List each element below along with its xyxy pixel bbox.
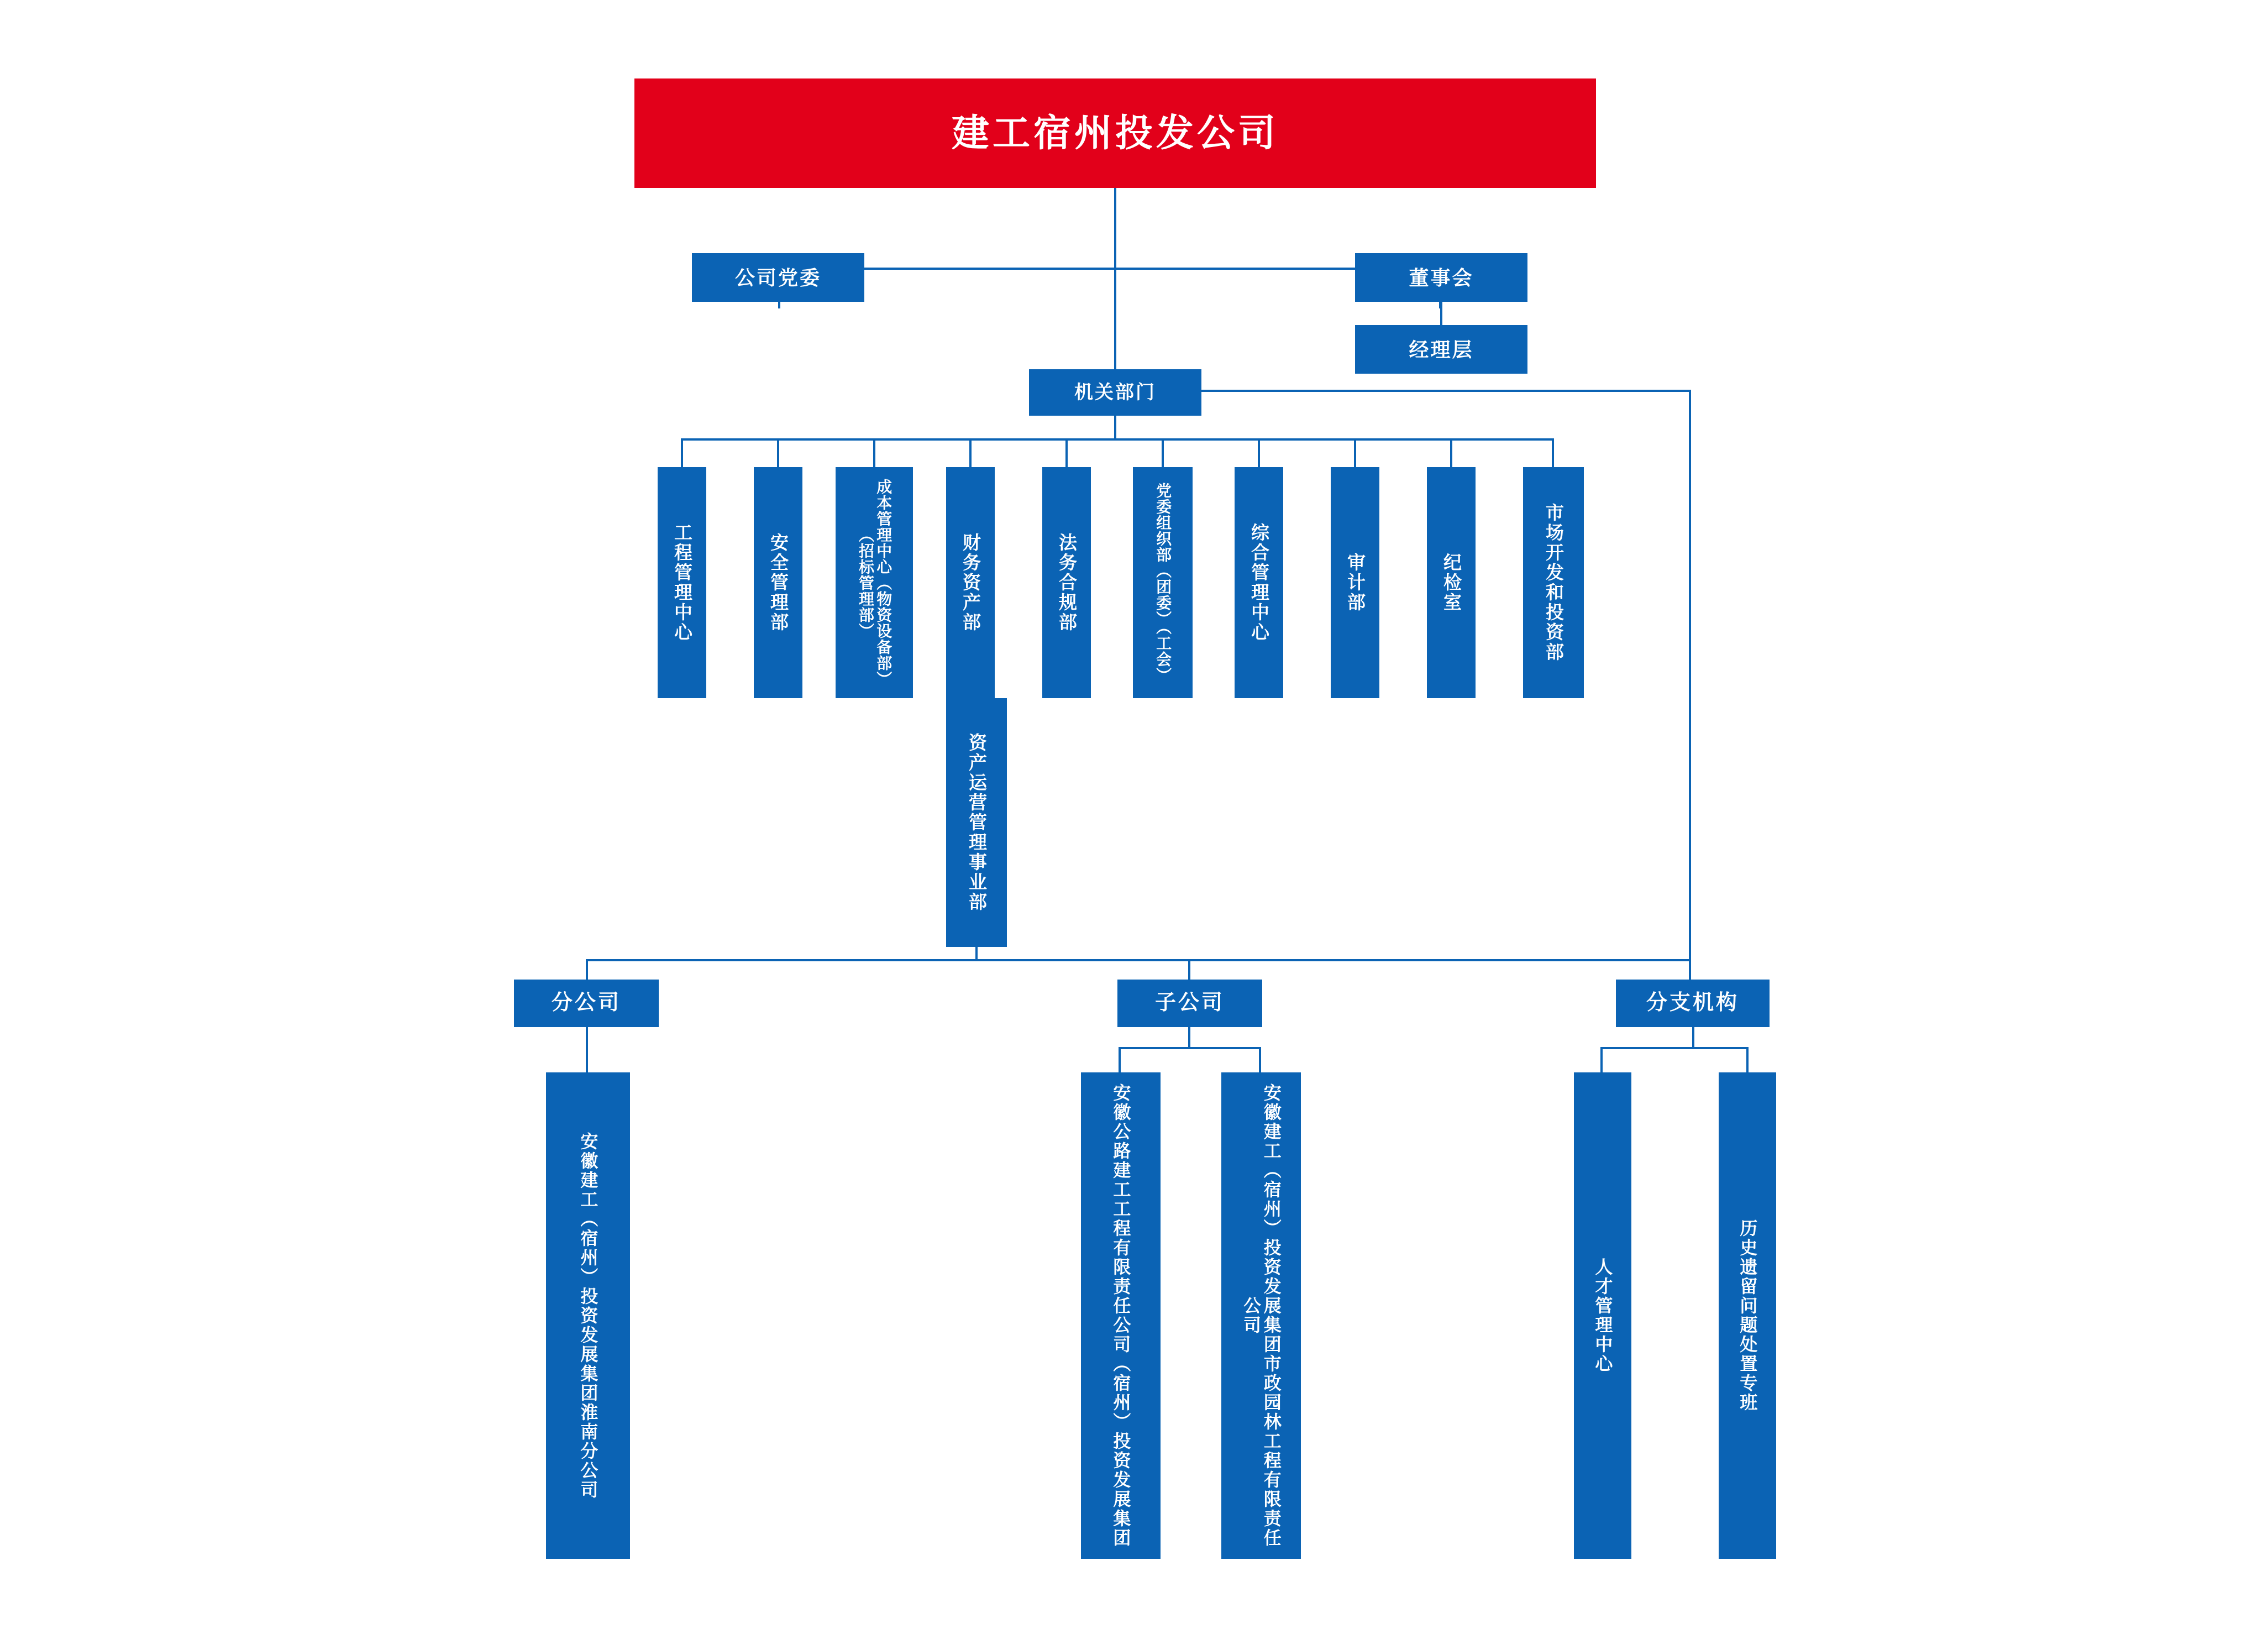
node-party-committee-label: 公司党委: [734, 266, 821, 289]
connector-branch-org-drop-1: [1600, 1047, 1603, 1074]
branch-company-node-1-label: 安徽建工（宿州）投资发展集团淮南分公司: [578, 1132, 599, 1500]
connector-branch-org-drop-2: [1746, 1047, 1749, 1074]
dept-node-8[interactable]: [1331, 467, 1379, 698]
connector-level2-bus: [778, 268, 1441, 270]
dept-node-3-label: 成本管理中心（物资设备部）（招标管理部）: [857, 478, 893, 687]
branch-company-node-1[interactable]: [546, 1072, 630, 1559]
group-node-branch-org-label: 分支机构: [1646, 991, 1739, 1015]
dept-node-7-label: 综合管理中心: [1248, 523, 1269, 642]
connector-dept-drop-6: [1162, 438, 1164, 467]
connector-lower-bus: [586, 959, 1691, 961]
branch-org-node-1-label: 人才管理中心: [1593, 1258, 1613, 1374]
connector-dept-drop-2: [777, 438, 779, 467]
connector-subsidiary-drop-2: [1259, 1047, 1261, 1074]
dept-node-2[interactable]: [754, 467, 802, 698]
connector-dept-drop-3: [873, 438, 875, 467]
connector-dept-drop-1: [681, 438, 683, 467]
branch-org-node-2[interactable]: [1719, 1072, 1776, 1559]
connector-dept-drop-5: [1065, 438, 1068, 467]
subsidiary-node-1-label: 安徽公路建工工程有限责任公司（宿州）投资发展集团: [1111, 1083, 1131, 1548]
dept-node-7[interactable]: [1235, 467, 1283, 698]
connector-agency-right-riser: [1689, 390, 1691, 961]
dept-node-6[interactable]: [1133, 467, 1193, 698]
node-management-layer[interactable]: [1355, 325, 1527, 374]
group-node-subsidiary-label: 子公司: [1154, 991, 1225, 1015]
branch-org-node-1[interactable]: [1574, 1072, 1631, 1559]
group-node-branch-org[interactable]: [1616, 980, 1770, 1027]
node-agency-departments-label: 机关部门: [1074, 381, 1156, 403]
connector-branch-org-down: [1692, 1027, 1694, 1048]
subsidiary-node-2[interactable]: [1221, 1072, 1301, 1559]
connector-subsidiary-bus: [1119, 1047, 1261, 1049]
group-node-branch-company[interactable]: [514, 980, 659, 1027]
dept-node-10-label: 市场开发和投资部: [1543, 503, 1564, 662]
node-board-of-directors-label: 董事会: [1409, 266, 1474, 289]
dept-node-5[interactable]: [1042, 467, 1091, 698]
subsidiary-node-1[interactable]: [1081, 1072, 1161, 1559]
dept-node-9[interactable]: [1427, 467, 1476, 698]
connector-agency-right-top: [1200, 390, 1691, 392]
branch-org-node-2-label: 历史遗留问题处置专班: [1737, 1219, 1758, 1412]
connector-root-to-agency: [1114, 268, 1116, 373]
root-node-label: 建工宿州投发公司: [951, 112, 1279, 154]
subsidiary-node-2-label: 安徽建工（宿州）投资发展集团市政园林工程有限责任公司: [1241, 1083, 1282, 1548]
dept-node-1[interactable]: [658, 467, 706, 698]
connector-dept-drop-10: [1552, 438, 1554, 467]
node-management-layer-label: 经理层: [1409, 338, 1474, 361]
connector-subsidiary-drop-1: [1119, 1047, 1121, 1074]
connector-dept-drop-9: [1450, 438, 1452, 467]
connector-dept-drop-7: [1258, 438, 1260, 467]
connector-dept-drop-8: [1354, 438, 1356, 467]
dept-node-1-label: 工程管理中心: [671, 523, 692, 642]
group-node-branch-company-label: 分公司: [551, 991, 621, 1015]
node-party-committee[interactable]: [692, 253, 864, 302]
sub-department-node-label: 资产运营管理事业部: [966, 733, 987, 912]
dept-node-4-label: 财务资产部: [960, 533, 981, 632]
connector-subdept-down: [975, 947, 978, 960]
group-node-subsidiary[interactable]: [1117, 980, 1262, 1027]
sub-department-node[interactable]: [946, 698, 1007, 947]
connector-branch-org-bus: [1600, 1047, 1749, 1049]
connector-subsidiary-down: [1188, 1027, 1190, 1048]
dept-node-10[interactable]: [1523, 467, 1584, 698]
connector-group-drop-2: [1188, 959, 1190, 981]
connector-dept-drop-4: [969, 438, 972, 467]
dept-node-4[interactable]: [946, 467, 995, 698]
connector-department-bus: [681, 438, 1554, 441]
dept-node-8-label: 审计部: [1345, 553, 1366, 612]
dept-node-5-label: 法务合规部: [1056, 533, 1077, 632]
dept-node-2-label: 安全管理部: [768, 533, 789, 632]
dept-node-9-label: 纪检室: [1441, 553, 1462, 612]
connector-group-drop-1: [586, 959, 588, 981]
connector-branch-company-down: [586, 1027, 588, 1074]
dept-node-3[interactable]: [836, 467, 913, 698]
dept-node-6-label: 党委组织部（团委）（工会）: [1154, 482, 1172, 683]
node-board-of-directors[interactable]: [1355, 253, 1527, 302]
connector-group-drop-3: [1689, 959, 1691, 981]
connector-board-management: [1440, 302, 1442, 326]
root-node-company[interactable]: [634, 78, 1596, 188]
connector-agency-drop: [1114, 416, 1116, 440]
node-agency-departments[interactable]: [1029, 369, 1201, 416]
